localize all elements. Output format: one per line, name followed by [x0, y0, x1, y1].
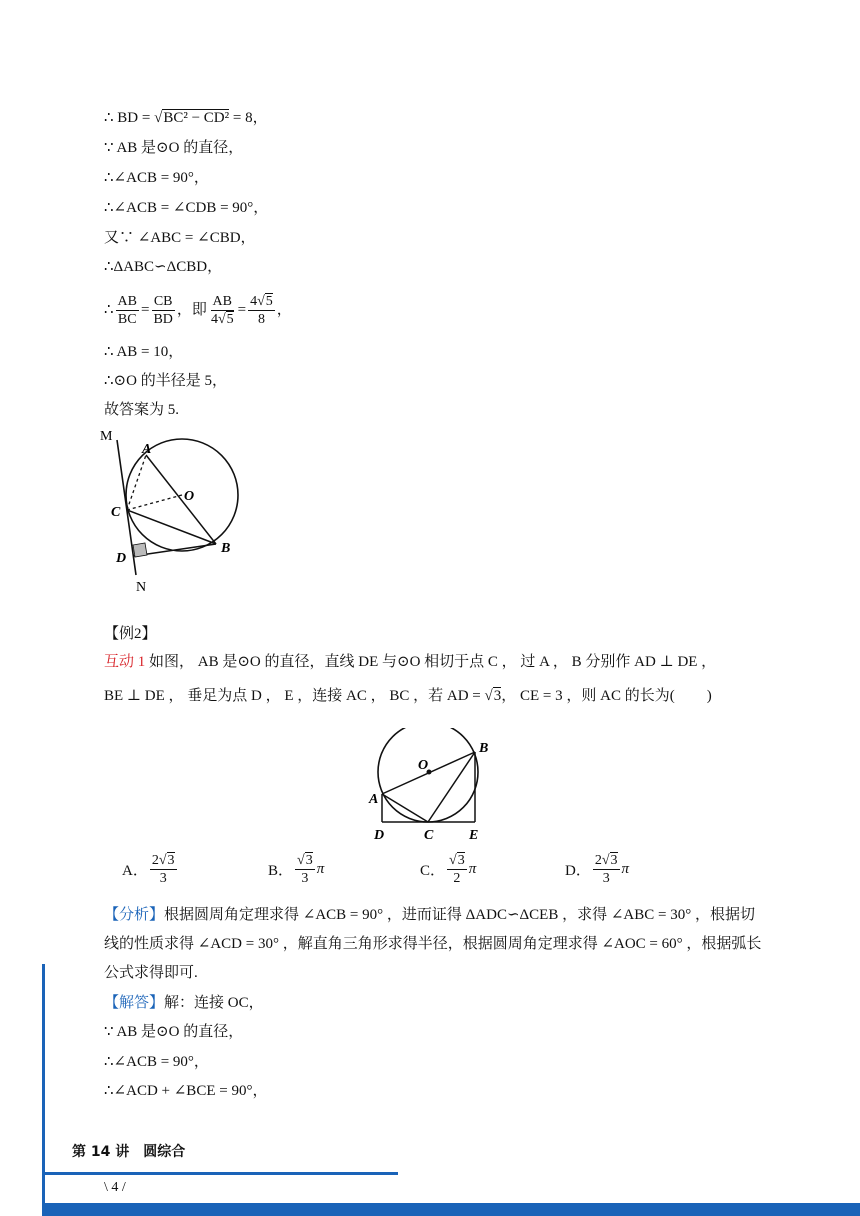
option-d[interactable] — [565, 852, 629, 887]
text: ) — [706, 688, 712, 704]
line-bd: ∴ BD = √BC² − CD² = 8， — [104, 110, 268, 126]
eq: = — [237, 302, 247, 318]
den: 3 — [159, 871, 167, 886]
line-8: ∴ AB = 10， — [104, 344, 184, 360]
text: ，即 — [176, 302, 207, 318]
label-o: O — [418, 758, 429, 773]
option-b[interactable] — [268, 852, 324, 887]
line-10: 故答案为 5. — [104, 402, 180, 418]
den: 8 — [257, 311, 265, 327]
text: 解：连接 OC， — [164, 995, 264, 1011]
label-d: D — [374, 828, 385, 843]
label-n: N — [136, 580, 147, 595]
line-6: ∴ΔABC∽ΔCBD， — [104, 259, 223, 275]
option-label: C． — [420, 863, 446, 879]
num: √3 — [449, 853, 465, 868]
line-5: 又∵ ∠ABC = ∠CBD， — [104, 230, 256, 246]
line-3: ∴∠ACB = 90°， — [104, 170, 209, 186]
num: 4√5 — [250, 293, 273, 309]
num: 2√3 — [594, 853, 618, 868]
option-c[interactable] — [420, 852, 476, 887]
analysis-line-3: 公式求得即可. — [104, 965, 198, 981]
therefore: ∴ — [104, 302, 114, 318]
radicand: 3 — [305, 853, 313, 868]
radicand: BC² − CD² — [163, 110, 230, 126]
example-title: 【例2】 — [104, 626, 157, 642]
line-2: ∵ AB 是⊙O 的直径， — [104, 140, 244, 156]
lecture-title: 第 14 讲 圆综合 — [72, 1144, 186, 1160]
fraction — [593, 852, 620, 887]
coef: 4 — [210, 311, 218, 327]
option-label: B． — [268, 863, 294, 879]
fraction — [295, 852, 315, 887]
fraction — [248, 293, 275, 328]
right-angle-mark — [133, 543, 147, 557]
fraction — [209, 293, 236, 328]
radicand: 5 — [226, 311, 234, 327]
answer-tag: 【解答】 — [104, 995, 165, 1011]
fraction — [150, 852, 177, 887]
text: 根据圆周角定理求得 ∠ACB = 90° ，进而证得 ΔADC∽ΔCEB ，求得 ∠ABC = 30° ，根据切 — [164, 907, 755, 923]
den: 4√5 — [210, 311, 234, 327]
den: BD — [153, 311, 173, 327]
pi: π — [316, 861, 325, 877]
analysis-line-1 — [104, 905, 755, 925]
analysis-line-2: 线的性质求得 ∠ACD = 30° ，解直角三角形求得半径，根据圆周角定理求得 ∠AOC = 60° ，根据弧长 — [104, 936, 762, 952]
footer-vertical-rule — [42, 964, 45, 1216]
question-line-1 — [104, 652, 716, 672]
option-label: A． — [122, 863, 148, 879]
text: BE ⊥ DE ， 垂足为点 D ， E ，连接 AC ， BC ，若 AD = — [104, 688, 485, 704]
label-o: O — [184, 489, 195, 504]
radicand: 5 — [265, 293, 273, 309]
eq: = — [141, 302, 150, 318]
interactive-tag: 互动 1 — [104, 654, 146, 670]
radicand: 3 — [610, 853, 618, 868]
label-a: A — [142, 442, 152, 457]
option-label: D． — [565, 863, 591, 879]
coef: 4 — [250, 293, 258, 309]
radicand: 3 — [493, 688, 502, 704]
page-number: \ 4 / — [104, 1180, 126, 1195]
option-a[interactable] — [122, 852, 179, 887]
footer-bottom-band — [42, 1203, 860, 1216]
den: 3 — [602, 871, 610, 886]
footer-horizontal-rule — [42, 1172, 398, 1175]
label-c: C — [111, 505, 121, 520]
label-c: C — [424, 828, 434, 843]
coef: 2 — [151, 853, 159, 868]
num: AB — [117, 293, 137, 309]
text: ∴ BD = — [104, 110, 155, 126]
line-9: ∴⊙O 的半径是 5， — [104, 373, 227, 389]
radicand: 3 — [457, 853, 465, 868]
text: 如图， AB 是⊙O 的直径，直线 DE 与⊙O 相切于点 C ， 过 A ， B 分别作 AD ⊥ DE ， — [145, 654, 717, 670]
label-b: B — [479, 741, 489, 756]
label-d: D — [116, 551, 127, 566]
text: ， CE = 3 ，则 AC 的长为( — [501, 688, 675, 704]
text: = 8， — [229, 110, 268, 126]
num: √3 — [297, 853, 313, 868]
den: BC — [117, 311, 137, 327]
text: ， — [276, 302, 292, 318]
pi: π — [468, 861, 477, 877]
radicand: 3 — [167, 853, 175, 868]
coef: 2 — [594, 853, 602, 868]
line-4: ∴∠ACB = ∠CDB = 90°， — [104, 200, 269, 216]
num: 2√3 — [151, 853, 175, 868]
figure-circle-tangent — [96, 424, 256, 600]
answer-line-3: ∴∠ACB = 90°， — [104, 1054, 209, 1070]
figure-tangent-trapezoid — [364, 728, 500, 844]
radius-oc — [127, 495, 182, 510]
question-line-2: BE ⊥ DE ， 垂足为点 D ， E ，连接 AC ， BC ，若 AD = √3， CE = 3 ，则 AC 的长为( ) — [104, 688, 712, 704]
answer-line-4: ∴∠ACD + ∠BCE = 90°， — [104, 1083, 268, 1099]
answer-line-2: ∵ AB 是⊙O 的直径， — [104, 1024, 244, 1040]
answer-line-1 — [104, 993, 264, 1013]
fraction — [116, 293, 139, 328]
label-e: E — [469, 828, 479, 843]
analysis-tag: 【分析】 — [104, 907, 165, 923]
chord-ac — [382, 794, 428, 822]
fraction — [447, 852, 467, 887]
den: 2 — [453, 871, 461, 886]
label-b: B — [221, 541, 231, 556]
label-a: A — [369, 792, 379, 807]
num: AB — [212, 293, 232, 309]
pi: π — [621, 861, 630, 877]
label-m: M — [100, 429, 113, 444]
circle-o — [378, 728, 478, 822]
line-7-fractions — [104, 290, 292, 330]
fraction — [151, 293, 174, 328]
num: CB — [153, 293, 173, 309]
den: 3 — [301, 871, 309, 886]
